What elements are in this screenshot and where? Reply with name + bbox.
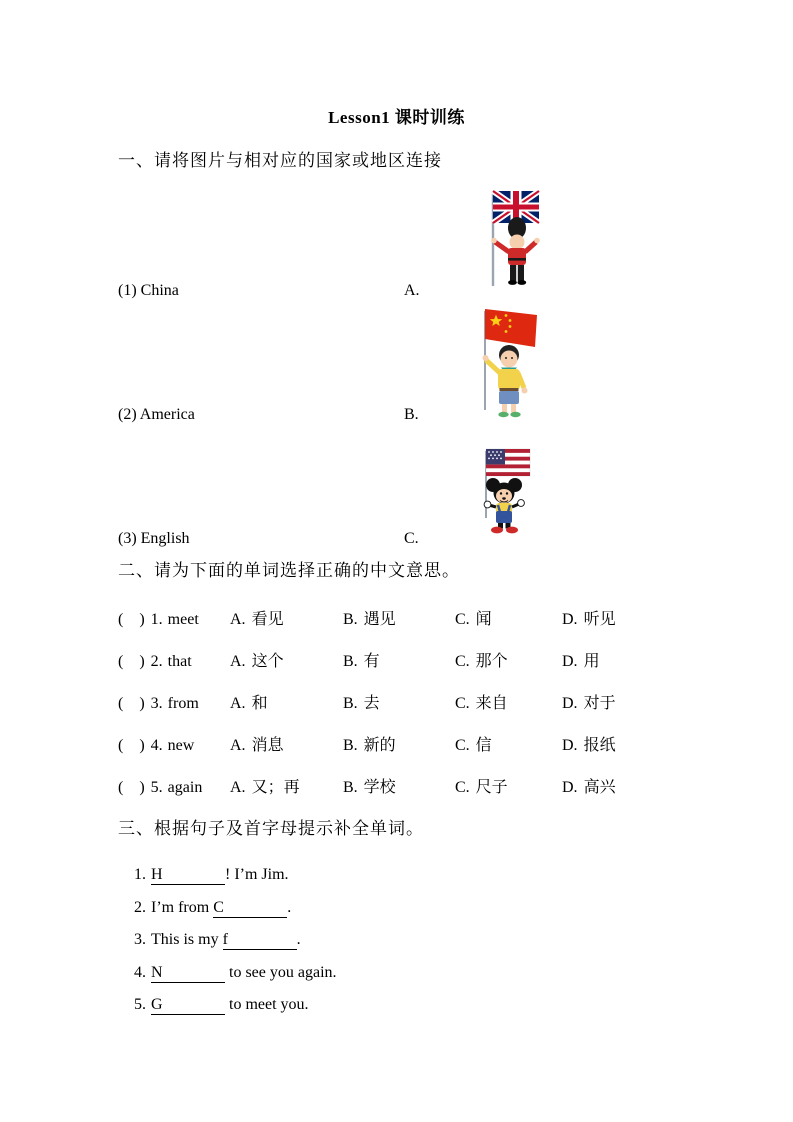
- item-post-text: to see you again.: [225, 964, 337, 981]
- item-pre-text: This is my: [151, 931, 223, 948]
- option-d: D. 高兴: [562, 779, 616, 796]
- option-a: A. 看见: [230, 611, 284, 628]
- option-b: B. 新的: [343, 737, 396, 754]
- option-a: A. 这个: [230, 653, 284, 670]
- section2-heading: 二、请为下面的单词选择正确的中文意思。: [118, 561, 460, 580]
- answer-paren: ( ): [118, 737, 145, 754]
- option-b: B. 遇见: [343, 611, 396, 628]
- question-stem: [118, 774, 202, 797]
- option-b: B. 有: [343, 653, 380, 670]
- question-stem: [118, 648, 192, 671]
- hint-letter: H: [151, 866, 163, 883]
- section1-heading: 一、请将图片与相对应的国家或地区连接: [118, 151, 442, 170]
- option-c: C. 尺子: [455, 779, 508, 796]
- item-pre-text: I’m from: [151, 899, 214, 916]
- answer-paren: ( ): [118, 611, 145, 628]
- item-number: 3.: [134, 931, 146, 948]
- question-word: new: [167, 737, 195, 754]
- question-number: 1.: [150, 611, 163, 628]
- china-flag: [485, 309, 537, 347]
- fill-blank: [151, 997, 225, 1015]
- question-stem: [118, 606, 199, 629]
- option-c: C. 来自: [455, 695, 508, 712]
- section3-heading: 三、根据句子及首字母提示补全单词。: [118, 819, 424, 838]
- match-label: (3) English: [118, 530, 190, 547]
- hint-letter: N: [151, 964, 163, 981]
- usa-flag: [486, 449, 530, 476]
- answer-paren: ( ): [118, 695, 145, 712]
- option-a: A. 和: [230, 695, 268, 712]
- question-number: 3.: [150, 695, 163, 712]
- guard-figure: [491, 217, 540, 285]
- hint-letter: G: [151, 996, 163, 1013]
- question-word: again: [167, 779, 203, 796]
- option-b: B. 去: [343, 695, 380, 712]
- british-guard-uk-flag-image: [477, 189, 545, 295]
- question-word: that: [167, 653, 192, 670]
- item-number: 4.: [134, 964, 146, 981]
- fill-item: [118, 978, 309, 1033]
- option-d: D. 报纸: [562, 737, 616, 754]
- question-stem: [118, 690, 199, 713]
- question-stem: [118, 732, 194, 755]
- item-number: 1.: [134, 866, 146, 883]
- match-row: [118, 406, 678, 424]
- item-number: 2.: [134, 899, 146, 916]
- question-number: 2.: [150, 653, 163, 670]
- option-a: A. 消息: [230, 737, 284, 754]
- answer-paren: ( ): [118, 653, 145, 670]
- option-c: C. 信: [455, 737, 492, 754]
- question-word: meet: [167, 611, 199, 628]
- option-d: D. 用: [562, 653, 600, 670]
- option-b: B. 学校: [343, 779, 396, 796]
- usa-flag-mouse-illustration: [466, 445, 534, 535]
- match-option-letter: B.: [404, 406, 419, 423]
- match-label: (2) America: [118, 406, 195, 423]
- hint-letter: C: [213, 899, 224, 916]
- option-a: A. 又；再: [230, 779, 300, 796]
- uk-flag-guard-illustration: [477, 189, 545, 290]
- match-label: (1) China: [118, 282, 179, 299]
- match-row: [118, 282, 678, 300]
- question-word: from: [167, 695, 199, 712]
- item-post-text: to meet you.: [225, 996, 309, 1013]
- match-row: [118, 530, 678, 548]
- answer-paren: ( ): [118, 779, 145, 796]
- item-post-text: .: [287, 899, 292, 916]
- question-number: 4.: [150, 737, 163, 754]
- mouse-figure: [484, 478, 524, 533]
- match-option-letter: A.: [404, 282, 420, 299]
- item-post-text: .: [296, 931, 301, 948]
- match-option-letter: C.: [404, 530, 419, 547]
- option-d: D. 听见: [562, 611, 616, 628]
- question-number: 5.: [150, 779, 163, 796]
- item-number: 5.: [134, 996, 146, 1013]
- china-flag-boy-illustration: [471, 303, 549, 419]
- item-post-text: ! I’m Jim.: [225, 866, 289, 883]
- page-title: Lesson1 课时训练: [328, 108, 465, 127]
- option-c: C. 那个: [455, 653, 508, 670]
- option-c: C. 闻: [455, 611, 492, 628]
- usa-mouse-flag-image: [466, 445, 534, 540]
- hint-letter: f: [222, 931, 228, 948]
- option-d: D. 对于: [562, 695, 616, 712]
